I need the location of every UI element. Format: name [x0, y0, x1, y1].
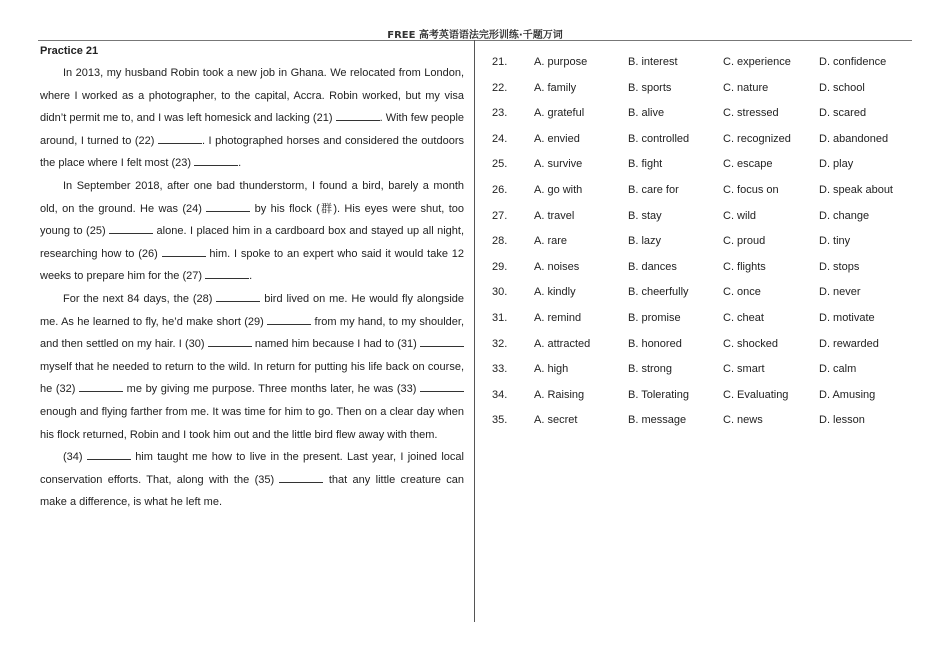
option-d: D. school — [819, 81, 865, 94]
option-d: D. tiny — [819, 235, 851, 248]
option-c: C. wild — [723, 209, 757, 222]
question-number: 33. — [492, 363, 508, 376]
option-b: B. alive — [628, 107, 665, 120]
passage-text: myself that he needed to return to the wild. In return for putting his life back on course, he (32) — [40, 360, 464, 396]
question-row — [492, 52, 912, 78]
question-row — [492, 282, 912, 308]
option-c: C. escape — [723, 158, 773, 171]
option-d: D. change — [819, 209, 870, 222]
question-number: 23. — [492, 107, 508, 120]
answer-blank — [216, 291, 260, 302]
option-b: B. Tolerating — [628, 388, 689, 401]
option-b: B. promise — [628, 311, 681, 324]
answer-blank — [420, 381, 464, 392]
answer-blank — [208, 336, 252, 347]
passage — [40, 62, 464, 514]
passage-text: (34) — [63, 451, 87, 464]
answer-blank — [162, 246, 206, 257]
question-number: 24. — [492, 132, 508, 145]
question-number: 29. — [492, 260, 508, 273]
option-c: C. news — [723, 414, 763, 427]
passage-text: him taught me how to live in the present. Last year, I joined local conservation efforts. That, along with the (35) — [40, 451, 464, 486]
answer-blank — [420, 336, 464, 347]
option-c: C. stressed — [723, 107, 779, 120]
question-row — [492, 257, 912, 283]
option-b: B. cheerfully — [628, 286, 689, 299]
option-d: D. stops — [819, 260, 860, 273]
option-a: A. grateful — [534, 107, 585, 120]
option-a: A. rare — [534, 235, 568, 248]
option-a: A. high — [534, 363, 569, 376]
passage-text: that any little creature can make a difference, is what he left me. — [40, 473, 464, 509]
passage-text: named him because I had to (31) — [251, 338, 420, 351]
option-b: B. sports — [628, 81, 672, 94]
answer-blank — [79, 381, 123, 392]
question-row — [492, 206, 912, 232]
option-d: D. never — [819, 286, 861, 299]
option-c: C. focus on — [723, 183, 779, 196]
options-column — [492, 52, 912, 436]
question-number: 26. — [492, 183, 508, 196]
passage-text: enough and flying farther from me. It was time for him to go. Then on a clear day when his flock returned, Robin and I took him out and the little bird flew away with them. — [40, 405, 464, 441]
question-row — [492, 385, 912, 411]
option-d: D. scared — [819, 107, 867, 120]
page-header: FREE 高考英语语法完形训练·千题万词 — [387, 30, 563, 41]
option-d: D. motivate — [819, 311, 875, 324]
option-c: C. recognized — [723, 132, 791, 145]
option-a: A. purpose — [534, 56, 588, 68]
passage-paragraph — [40, 62, 464, 175]
option-d: D. abandoned — [819, 132, 889, 145]
option-a: A. survive — [534, 158, 583, 171]
option-d: D. rewarded — [819, 337, 879, 350]
option-b: B. care for — [628, 183, 679, 196]
question-row — [492, 359, 912, 385]
option-a: A. attracted — [534, 337, 591, 350]
passage-text: . I photographed horses and considered the outdoors the place where I felt most (23) — [40, 134, 464, 170]
question-number: 22. — [492, 81, 508, 94]
option-a: A. go with — [534, 183, 583, 196]
option-a: A. family — [534, 81, 577, 94]
question-number: 21. — [492, 56, 508, 68]
question-number: 35. — [492, 414, 508, 427]
question-row — [492, 308, 912, 334]
option-b: B. strong — [628, 363, 673, 376]
option-d: D. speak about — [819, 183, 893, 196]
option-d: D. calm — [819, 363, 857, 376]
option-b: B. interest — [628, 56, 678, 68]
passage-text: In 2013, my husband Robin took a new job in Ghana. We relocated from London, where I worked as a photographer, to the capital, Accra. Robin worked, but my visa didn’t permit me to, and I was left homesick and lacking (21) — [40, 67, 464, 125]
option-a: A. Raising — [534, 388, 585, 401]
question-number: 25. — [492, 158, 508, 171]
option-c: C. Evaluating — [723, 388, 789, 401]
option-c: C. smart — [723, 363, 765, 376]
question-row — [492, 334, 912, 360]
option-c: C. once — [723, 286, 761, 299]
option-a: A. secret — [534, 414, 578, 427]
passage-text: . — [238, 157, 242, 170]
option-c: C. shocked — [723, 337, 779, 350]
question-row — [492, 103, 912, 129]
option-c: C. proud — [723, 235, 766, 248]
passage-text: by his flock (群). His eyes were shut, too young to (25) — [40, 202, 464, 238]
option-a: A. travel — [534, 209, 575, 222]
question-row — [492, 180, 912, 206]
answer-blank — [267, 314, 311, 325]
option-c: C. experience — [723, 56, 791, 68]
option-b: B. honored — [628, 337, 682, 350]
question-number: 34. — [492, 388, 508, 401]
answer-blank — [336, 110, 380, 121]
option-b: B. lazy — [628, 235, 662, 248]
passage-column — [40, 44, 464, 514]
passage-text: from my hand, to my shoulder, and then settled on my hair. I (30) — [40, 315, 464, 351]
passage-paragraph — [40, 288, 464, 446]
option-b: B. dances — [628, 260, 677, 273]
answer-blank — [87, 449, 131, 460]
passage-paragraph — [40, 446, 464, 514]
passage-paragraph — [40, 175, 464, 288]
option-b: B. stay — [628, 209, 662, 222]
passage-text: me by giving me purpose. Three months later, he was (33) — [123, 383, 420, 396]
option-a: A. remind — [534, 311, 582, 324]
question-number: 32. — [492, 337, 508, 350]
option-a: A. envied — [534, 132, 580, 145]
option-c: C. cheat — [723, 311, 764, 324]
passage-text: In September 2018, after one bad thunderstorm, I found a bird, barely a month old, on the ground. He was (24) — [40, 179, 464, 215]
question-number: 28. — [492, 235, 508, 248]
answer-blank — [109, 223, 153, 234]
passage-text: alone. I placed him in a cardboard box and stayed up all night, researching how to (26) — [40, 225, 464, 260]
question-number: 27. — [492, 209, 508, 222]
passage-text: For the next 84 days, the (28) — [63, 292, 217, 305]
question-number: 30. — [492, 286, 508, 299]
question-row — [492, 129, 912, 155]
question-row — [492, 410, 912, 436]
option-d: D. Amusing — [819, 388, 876, 401]
option-a: A. kindly — [534, 286, 576, 299]
option-a: A. noises — [534, 260, 580, 273]
option-d: D. play — [819, 158, 854, 171]
option-c: C. nature — [723, 81, 769, 94]
passage-text: . — [249, 270, 253, 283]
passage-text: him. I spoke to an expert who said it would take 12 weeks to prepare him for the (27) — [40, 247, 464, 283]
answer-blank — [205, 268, 249, 279]
option-b: B. controlled — [628, 132, 690, 145]
answer-blank — [206, 201, 250, 212]
passage-text: bird lived on me. He would fly alongside me. As he learned to fly, he’d make short (29) — [40, 292, 464, 328]
practice-title: Practice 21 — [40, 45, 99, 57]
option-c: C. flights — [723, 260, 766, 273]
question-list — [492, 52, 912, 436]
question-row — [492, 154, 912, 180]
header-rule — [38, 40, 912, 41]
answer-blank — [194, 155, 238, 166]
question-row — [492, 78, 912, 104]
option-d: D. lesson — [819, 414, 865, 427]
option-b: B. fight — [628, 158, 663, 171]
answer-blank — [279, 472, 323, 483]
column-divider — [474, 40, 475, 622]
passage-text: . With few people around, I turned to (22) — [40, 112, 464, 147]
answer-blank — [158, 133, 202, 144]
option-d: D. confidence — [819, 56, 887, 68]
question-row — [492, 231, 912, 257]
question-number: 31. — [492, 311, 508, 324]
option-b: B. message — [628, 414, 687, 427]
